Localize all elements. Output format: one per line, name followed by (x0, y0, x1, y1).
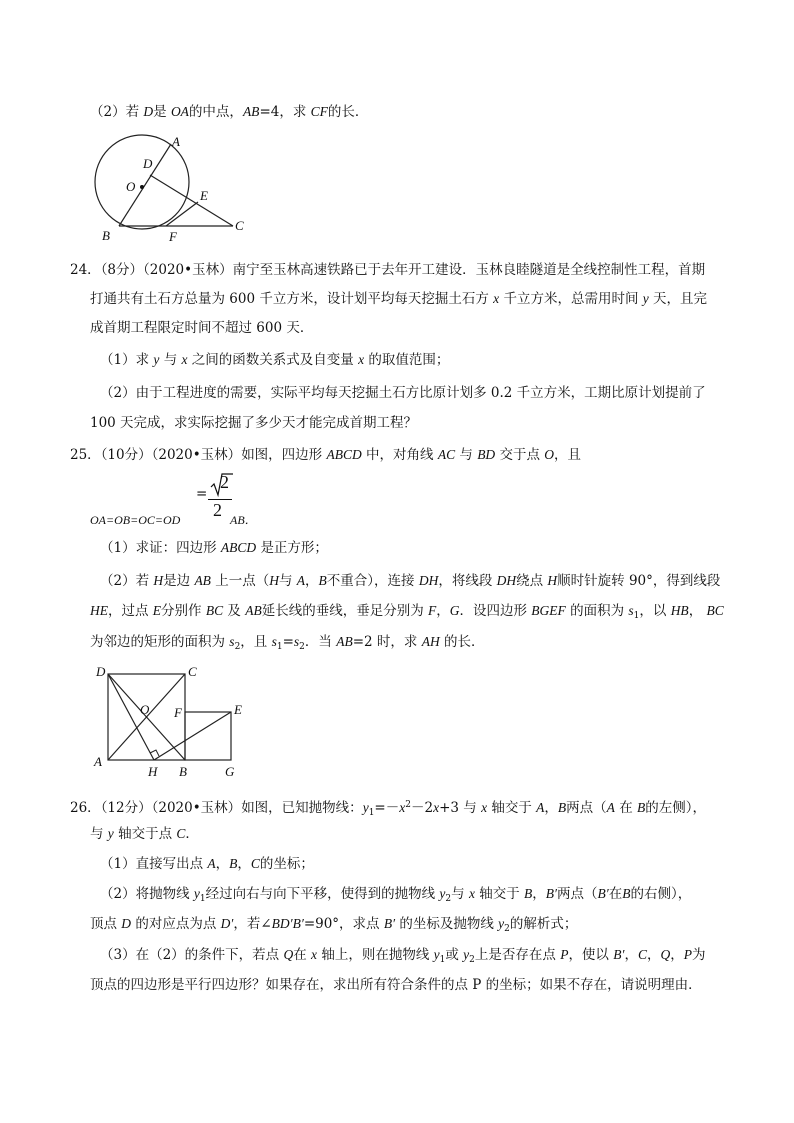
q25-part1: （1）求证：四边形 ABCD 是正方形； (100, 540, 328, 556)
q26-part2-line2: 顶点 D 的对应点为点 D′，若∠BD′B′=90°，求点 B′ 的坐标及抛物线 $y_2$的解析式； (90, 916, 578, 934)
q26-part3-line1: （3）在（2）的条件下，若点 Q在 x 轴上，则在抛物线 $y_1$或 $y_2$上是否存在点 P，使以 B′，C，Q，P为 (100, 947, 706, 965)
label-g: G (225, 764, 235, 779)
label-h: H (148, 764, 158, 779)
q24-line2: 打通共有土石方总量为 600 千立方米，设计划平均每天挖掘土石方 x 千立方米，总需用时间 y 天，且完 (90, 291, 708, 307)
q24-part2-line2: 100 天完成，求实际挖掘了多少天才能完成首期工程？ (90, 415, 418, 431)
q26-part3-line2: 顶点的四边形是平行四边形？如果存在，求出所有符合条件的点 P 的坐标；如果不存在，请说明理由． (90, 977, 702, 993)
eq-left: OA=OB=OC=OD (90, 513, 181, 527)
label-c: C (235, 218, 244, 233)
label-o: O (140, 702, 150, 717)
label-c: C (188, 664, 197, 679)
q26-part2-line1: （2）将抛物线 $y_1$经过向右与向下平移，使得到的抛物线 $y_2$与 x 轴交于 B，B′两点（B′在B的右侧）， (100, 886, 692, 904)
label-d: D (96, 664, 106, 679)
sqrt-number: 2 (220, 472, 229, 492)
label-d: D (143, 156, 153, 171)
label-f: F (169, 229, 177, 244)
label-b: B (179, 764, 187, 779)
label-e: E (200, 188, 208, 203)
q23-part2-text: （2）若 D是 OA的中点，AB=4，求 CF的长． (90, 104, 369, 120)
label-a: A (94, 754, 102, 769)
center-dot (140, 185, 144, 189)
q24-line3: 成首期工程限定时间不超过 600 天． (90, 320, 314, 336)
q23-circle-figure (80, 130, 260, 245)
q24-part1: （1）求 y 与 x 之间的函数关系式及自变量 x 的取值范围； (100, 352, 450, 368)
q24-part2-line1: （2）由于工程进度的需要，实际平均每天挖掘土石方比原计划多 0.2 千立方米，工期比原计划提前了 (100, 385, 706, 401)
label-a: A (172, 134, 180, 149)
circle-o (95, 135, 189, 229)
label-f: F (174, 705, 182, 720)
q26-part1: （1）直接写出点 A，B，C的坐标； (100, 856, 314, 872)
q25-part2-line3: 为邻边的矩形的面积为 $s_2$，且 $s_1=s_2$．当 AB=2 时，求 AH 的长． (90, 634, 485, 652)
label-e: E (234, 702, 242, 717)
q25-part2-line2: HE，过点 E分别作 BC 及 AB延长线的垂线，垂足分别为 F，G．设四边形 BGEF 的面积为 $s_1$，以 HB， BC (90, 603, 724, 621)
eq-equals: = (196, 486, 208, 502)
segment-dc (150, 175, 233, 226)
q25-line1: 25．（10分）（2020•玉林）如图，四边形 ABCD 中，对角线 AC 与 BD 交于点 O，且 (70, 447, 582, 463)
q26-line2: 与 y 轴交于点 C． (90, 826, 199, 842)
segment-he (154, 712, 231, 760)
q26-line1: 26．（12分）（2020•玉林）如图，已知抛物线：$y_1=-x^2-2x+3$ 与 x 轴交于 A，B两点（A 在 B的左侧）， (70, 800, 706, 818)
frac-denominator: 2 (213, 500, 222, 520)
q25-square-figure (88, 660, 248, 780)
q25-part2-line1: （2）若 H是边 AB 上一点（H与 A，B不重合），连接 DH，将线段 DH绕点 H顺时针旋转 90°，得到线段 (100, 573, 721, 589)
q24-line1: 24．（8分）（2020•玉林）南宁至玉林高速铁路已于去年开工建设．玉林良睦隧道是全线控制性工程，首期 (70, 262, 706, 278)
label-o: O (126, 179, 136, 194)
eq-right: AB． (230, 513, 257, 527)
label-b: B (102, 228, 110, 243)
